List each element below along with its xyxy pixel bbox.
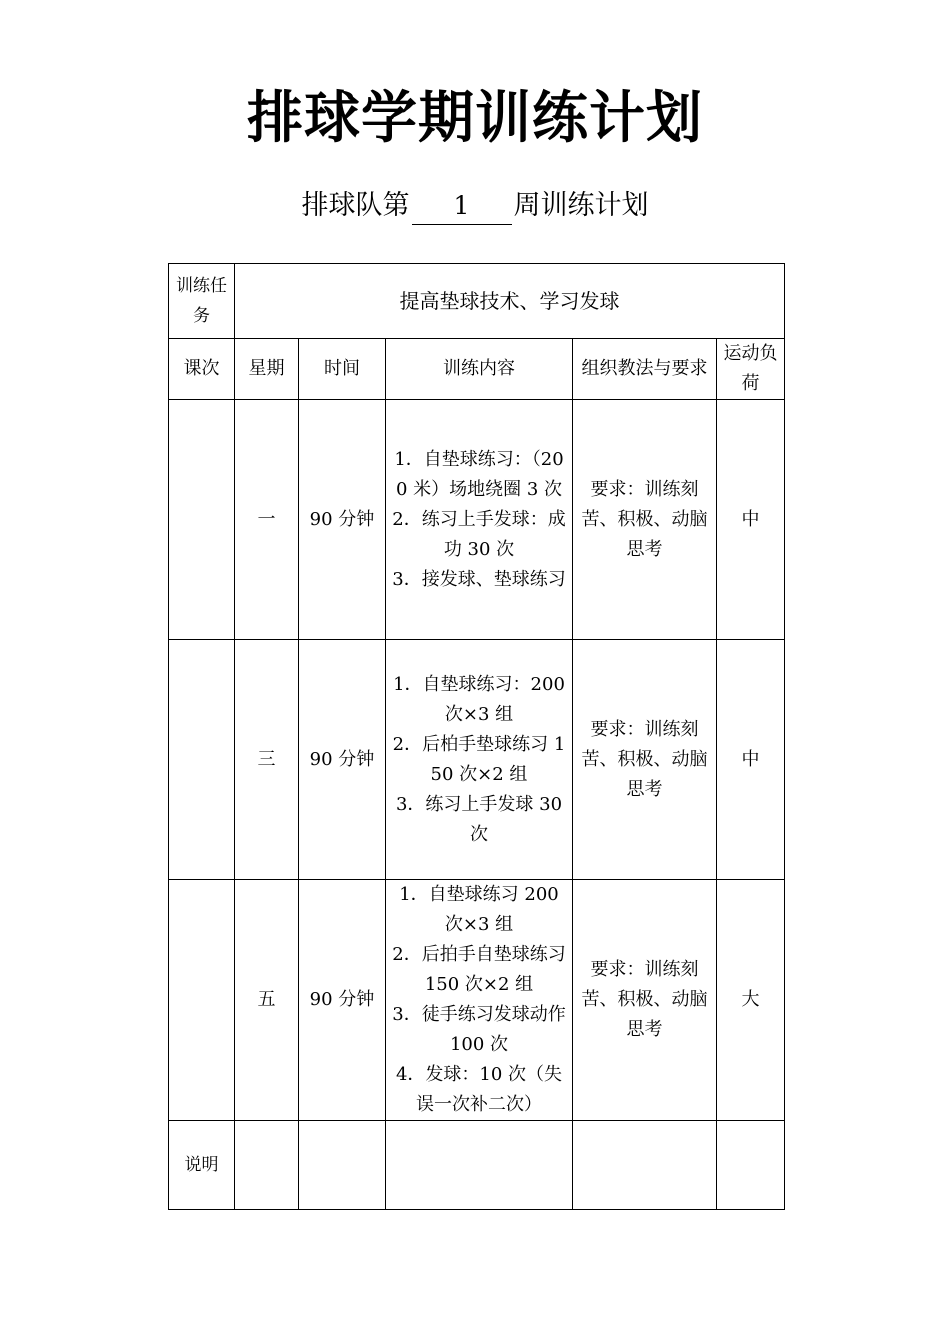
header-time: 时间 bbox=[299, 339, 386, 400]
page-title: 排球学期训练计划 bbox=[247, 86, 703, 151]
session-content bbox=[386, 400, 573, 640]
header-row bbox=[169, 339, 785, 400]
content-item: 1．自垫球练习 200 次×3 组 bbox=[399, 884, 559, 935]
content-item: 1．自垫球练习：200 次×3 组 bbox=[393, 673, 565, 725]
week-heading bbox=[0, 186, 950, 226]
session-lesson bbox=[169, 880, 235, 1121]
notes-cell bbox=[573, 1121, 717, 1210]
session-content bbox=[386, 640, 573, 880]
session-lesson bbox=[169, 640, 235, 880]
session-load: 中 bbox=[717, 400, 785, 640]
week-prefix: 排球队第 bbox=[301, 190, 410, 221]
session-method: 要求：训练刻苦、积极、动脑思考 bbox=[573, 400, 717, 640]
content-item: 1．自垫球练习：（200 米）场地绕圈 3 次 bbox=[394, 448, 564, 500]
header-load: 运动负荷 bbox=[717, 339, 785, 400]
session-load: 大 bbox=[717, 880, 785, 1121]
session-row bbox=[169, 880, 785, 1121]
content-item: 2．后柏手垫球练习 150 次×2 组 bbox=[392, 733, 566, 785]
content-item: 3．徒手练习发球动作 100 次 bbox=[392, 1004, 566, 1055]
notes-cell bbox=[717, 1121, 785, 1210]
session-row bbox=[169, 400, 785, 640]
session-method: 要求：训练刻苦、积极、动脑思考 bbox=[573, 640, 717, 880]
header-weekday: 星期 bbox=[235, 339, 299, 400]
session-weekday: 一 bbox=[235, 400, 299, 640]
training-plan-table bbox=[168, 263, 785, 1210]
notes-cell bbox=[235, 1121, 299, 1210]
header-method: 组织教法与要求 bbox=[573, 339, 717, 400]
session-time: 90 分钟 bbox=[299, 880, 386, 1121]
notes-cell bbox=[299, 1121, 386, 1210]
session-load: 中 bbox=[717, 640, 785, 880]
content-item: 3．练习上手发球 30 次 bbox=[395, 793, 563, 845]
session-lesson bbox=[169, 400, 235, 640]
session-time: 90 分钟 bbox=[299, 400, 386, 640]
task-text: 提高垫球技术、学习发球 bbox=[235, 264, 785, 339]
notes-row bbox=[169, 1121, 785, 1210]
session-content bbox=[386, 880, 573, 1121]
session-weekday: 五 bbox=[235, 880, 299, 1121]
task-row bbox=[169, 264, 785, 339]
content-item: 2．练习上手发球：成功 30 次 bbox=[392, 508, 566, 560]
content-item: 2．后拍手自垫球练习 150 次×2 组 bbox=[392, 944, 566, 995]
header-lesson: 课次 bbox=[169, 339, 235, 400]
session-time: 90 分钟 bbox=[299, 640, 386, 880]
week-suffix: 周训练计划 bbox=[513, 190, 649, 221]
session-method: 要求：训练刻苦、积极、动脑思考 bbox=[573, 880, 717, 1121]
notes-cell bbox=[386, 1121, 573, 1210]
header-content: 训练内容 bbox=[386, 339, 573, 400]
session-row bbox=[169, 640, 785, 880]
session-weekday: 三 bbox=[235, 640, 299, 880]
content-item: 3．接发球、垫球练习 bbox=[392, 568, 566, 590]
notes-label: 说明 bbox=[169, 1121, 235, 1210]
content-item: 4．发球：10 次（失误一次补二次） bbox=[395, 1064, 563, 1115]
task-label: 训练任务 bbox=[169, 264, 235, 339]
week-number-field: 1 bbox=[412, 188, 512, 225]
